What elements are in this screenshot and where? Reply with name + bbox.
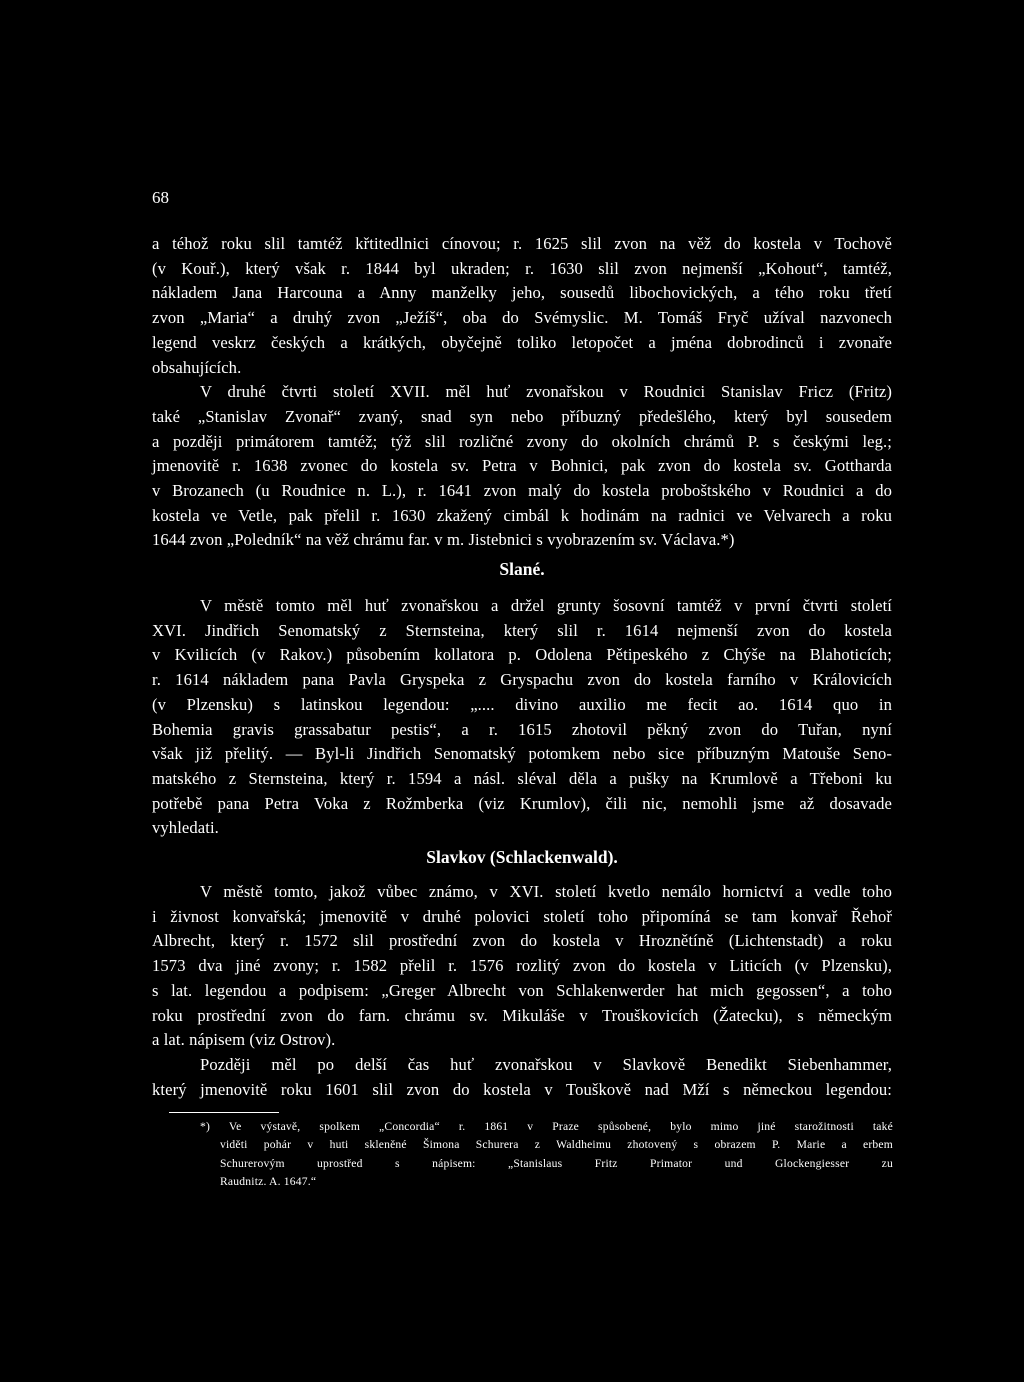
text-line: kostela ve Vetle, pak přelil r. 1630 zkažený cimbál k hodinám na radnici ve Velvarech a roku — [152, 505, 892, 525]
text-line: roku prostřední zvon do farn. chrámu sv. Mikuláše v Trouškovicích (Žatecku), s německým — [152, 1005, 892, 1025]
paragraph-fryc — [152, 232, 892, 553]
text-line: r. 1614 nákladem pana Pavla Gryspeka z Gryspachu zvon do kostela farního v Královicích — [152, 670, 892, 690]
paragraph-slavkov — [152, 880, 892, 1053]
text-line: nákladem Jana Harcouna a Anny manželky jeho, sousedů libochovických, a tého roku třetí — [152, 283, 892, 303]
text-line: V městě tomto měl huť zvonařskou a držel grunty šosovní tamtéž v první čtvrti století — [200, 596, 892, 615]
text-line: však již přelitý. — Byl-li Jindřich Senomatský potomkem nebo sice příbuzným Matouše Seno- — [152, 744, 892, 764]
paragraph-siebenhammer — [152, 1053, 892, 1102]
text-line: XVI. Jindřich Senomatský z Sternsteina, který slil r. 1614 nejmenší zvon do kostela — [152, 620, 892, 640]
text-line: 1644 zvon „Poledník“ na věž chrámu far. v m. Jistebnici s vyobrazením sv. Václava.*) — [152, 530, 735, 550]
footnote-line: *) Ve výstavě, spolkem „Concordia“ r. 1861 v Praze spůsobené, bylo mimo jiné starožitnosti také — [200, 1120, 893, 1133]
text-line: s lat. legendou a podpisem: „Greger Albrecht von Schlakenwerder hat mich gegossen“, a toho — [152, 980, 892, 1000]
text-line: vyhledati. — [152, 818, 219, 838]
text-line: Albrecht, který r. 1572 slil prostřední zvon do kostela v Hroznětíně (Lichtenstadt) a roku — [152, 931, 892, 951]
text-line: také „Stanislav Zvonař“ zvaný, snad syn nebo příbuzný předešlého, který byl sousedem — [152, 406, 892, 426]
text-line: který jmenovitě roku 1601 slil zvon do kostela v Touškově nad Mží s německou legendou: — [152, 1079, 892, 1099]
section-heading-slavkov: Slavkov (Schlackenwald). — [426, 847, 618, 867]
text-line: a později primátorem tamtéž; týž slil rozličné zvony do okolních chrámů P. s českými leg.; — [152, 431, 892, 451]
text-line: a lat. nápisem (viz Ostrov). — [152, 1030, 336, 1050]
footnote-line: Schurerovým uprostřed s nápisem: „Stanislaus Fritz Primator und Glockengiesser zu — [220, 1156, 893, 1170]
text-line: v Brozanech (u Roudnice n. L.), r. 1641 zvon malý do kostela proboštského v Roudnici a do — [152, 481, 892, 501]
footnote-divider — [169, 1112, 279, 1113]
text-line: V městě tomto, jakož vůbec známo, v XVI. století kvetlo nemálo hornictví a vedle toho — [200, 882, 892, 901]
footnote-line: viděti pohár v huti skleněné Šimona Schurera z Waldheimu zhotovený s obrazem P. Marie a erbem — [220, 1138, 893, 1152]
text-line: Později měl po delší čas huť zvonařskou v Slavkově Benedikt Siebenhammer, — [200, 1055, 892, 1074]
text-line: v Kvilicích (v Rakov.) působením kollatora p. Odolena Pětipeského z Chýše na Blahoticích; — [152, 645, 892, 665]
text-line: Bohemia gravis grassabatur pestis“, a r. 1615 zhotovil pěkný zvon do Tuřan, nyní — [152, 719, 892, 739]
footnote — [193, 1118, 893, 1191]
text-line: zvon „Maria“ a druhý zvon „Ježíš“, oba do Svémyslic. M. Tomáš Fryč užíval nazvonech — [152, 308, 892, 328]
text-line: potřebě pana Petra Voka z Rožmberka (viz Krumlov), čili nic, nemohli jsme až dosavade — [152, 793, 892, 813]
section-heading-slane: Slané. — [499, 559, 545, 579]
paragraph-slane — [152, 594, 892, 841]
text-line: jmenovitě r. 1638 zvonec do kostela sv. Petra v Bohnici, pak zvon do kostela sv. Gottharda — [152, 456, 892, 476]
text-line: a téhož roku slil tamtéž křtitedlnici cínovou; r. 1625 slil zvon na věž do kostela v Tochově — [152, 234, 892, 253]
footnote-line: Raudnitz. A. 1647.“ — [220, 1174, 317, 1188]
page-number: 68 — [152, 188, 169, 207]
text-line: (v Plzensku) s latinskou legendou: „.... divino auxilio me fecit ao. 1614 quo in — [152, 694, 892, 714]
text-line: 1573 dva jiné zvony; r. 1582 přelil r. 1576 rozlitý zvon do kostela v Liticích (v Plzensku), — [152, 956, 892, 976]
text-line: obsahujících. — [152, 357, 242, 377]
text-line: (v Kouř.), který však r. 1844 byl ukraden; r. 1630 slil zvon nejmenší „Kohout“, tamtéž, — [152, 258, 892, 278]
text-line: legend veskrz českých a krátkých, obyčejně toliko letopočet a jména dobrodinců i zvonaře — [152, 332, 892, 352]
text-line: i živnost konvařská; jmenovitě v druhé polovici století toho připomíná se tam konvař Řehoř — [152, 906, 892, 926]
text-line: matského z Sternsteina, který r. 1594 a násl. sléval děla a pušky na Krumlově a Třeboni ku — [152, 768, 892, 788]
text-line: V druhé čtvrti století XVII. měl huť zvonařskou v Roudnici Stanislav Fricz (Fritz) — [200, 382, 892, 402]
